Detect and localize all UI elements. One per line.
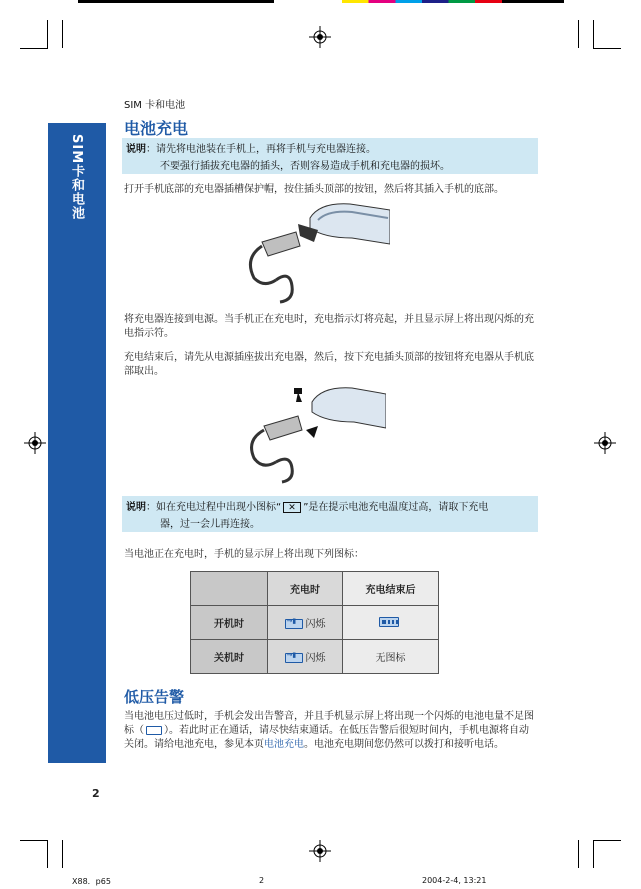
note-text: 器，过一会儿再连接。 <box>160 519 260 530</box>
row-header-on: 开机时 <box>191 606 268 640</box>
registration-mark-icon <box>309 840 331 862</box>
page-number: 2 <box>92 787 100 800</box>
note-label: 说明 <box>126 502 146 513</box>
crop-mark <box>578 840 579 868</box>
crop-mark <box>47 840 48 868</box>
table-intro: 当电池正在充电时，手机的显示屏上将出现下列图标： <box>124 549 364 560</box>
crop-mark <box>593 20 594 48</box>
registration-mark-icon <box>309 26 331 48</box>
crop-mark <box>20 840 48 841</box>
note-box <box>122 138 538 174</box>
battery-charging-icon <box>285 653 303 663</box>
col-header-done: 充电结束后 <box>343 572 439 606</box>
step-text: 充电结束后，请先从电源插座拔出充电器，然后，按下充电插头顶部的按钮将充电器从手机底部取出。 <box>124 352 534 377</box>
note-text: ：请先将电池装在手机上，再将手机与充电器连接。 <box>146 144 376 155</box>
crop-mark <box>62 840 63 868</box>
low-battery-text: 当电池电压过低时，手机会发出告警音，并且手机显示屏上将出现一个闪烁的电池电量不足图标（ ）。若此时正在通话，请尽快结束通话。在低压告警后很短时间内，手机电源将自动关闭。请给电池充电，参见本页电池充电。电池充电期间您仍然可以拨打和接听电话。 <box>124 711 534 750</box>
step-text: 打开手机底部的充电器插槽保护帽，按住插头顶部的按钮，然后将其插入手机的底部。 <box>124 184 504 195</box>
registration-mark-icon <box>24 432 46 454</box>
charger-insert-illustration <box>240 198 390 308</box>
row-header-off: 关机时 <box>191 640 268 674</box>
note-text: 不要强行插拔充电器的插头，否则容易造成手机和充电器的损坏。 <box>160 161 450 172</box>
footer-datetime: 2004-2-4, 13:21 <box>422 876 487 885</box>
footer-file: X88．p65 <box>72 877 111 886</box>
registration-mark-icon <box>594 432 616 454</box>
charger-remove-illustration <box>236 384 386 484</box>
battery-charging-icon <box>285 619 303 629</box>
crop-mark <box>578 20 579 48</box>
crop-mark <box>593 840 621 841</box>
side-tab-label: SIM卡和电池 <box>69 134 84 221</box>
print-color-bar <box>78 0 274 3</box>
table-cell <box>343 606 439 640</box>
temperature-warning-icon <box>283 502 301 513</box>
table-corner <box>191 572 268 606</box>
crop-mark <box>593 48 621 49</box>
charging-title: 电池充电 <box>124 119 189 138</box>
cross-reference-link[interactable]: 电池充电 <box>264 739 304 750</box>
note-text: ”是在提示电池充电温度过高，请取下充电 <box>303 502 489 513</box>
low-battery-title: 低压告警 <box>124 688 185 706</box>
note-text: ：如在充电过程中出现小图标“ <box>146 502 282 513</box>
crop-mark <box>62 20 63 48</box>
crop-mark <box>47 20 48 48</box>
battery-low-icon <box>146 726 162 735</box>
col-header-charging: 充电时 <box>268 572 343 606</box>
print-color-bar <box>342 0 564 3</box>
table-cell: 无图标 <box>343 640 439 674</box>
table-cell: →▮ 闪烁 <box>268 606 343 640</box>
note-box <box>122 496 538 532</box>
step-text: 将充电器连接到电源。当手机正在充电时，充电指示灯将亮起，并且显示屏上将出现闪烁的充电指示符。 <box>124 314 534 339</box>
charging-status-table <box>190 571 439 674</box>
section-header: SIM 卡和电池 <box>124 100 186 111</box>
crop-mark <box>20 48 48 49</box>
crop-mark <box>593 840 594 868</box>
battery-full-icon <box>379 617 399 627</box>
note-label: 说明 <box>126 144 146 155</box>
footer-page: 2 <box>259 876 265 885</box>
table-cell: →▮ 闪烁 <box>268 640 343 674</box>
